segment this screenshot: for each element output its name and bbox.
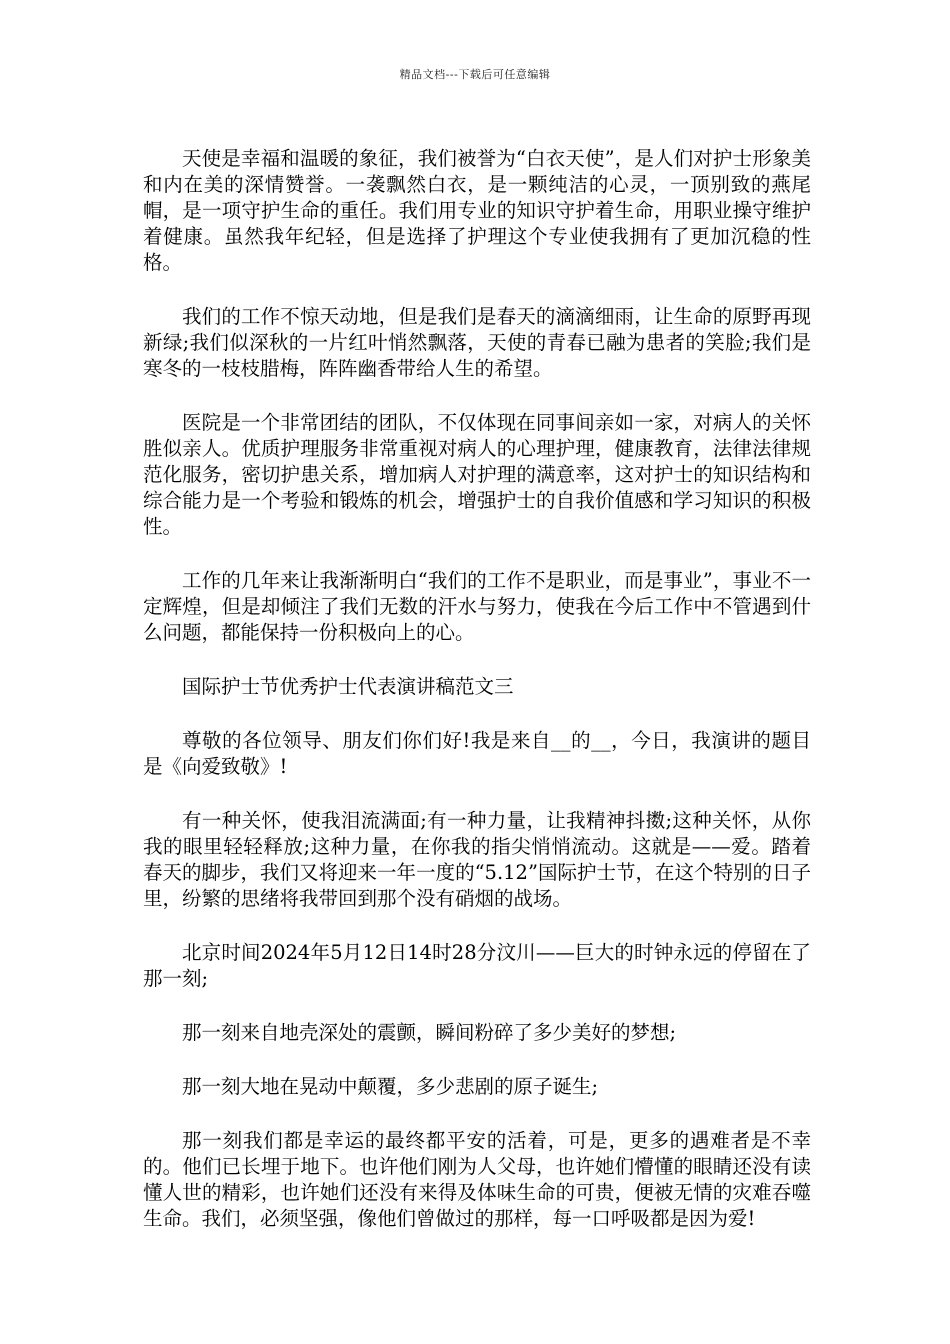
paragraph: 有一种关怀，使我泪流满面;有一种力量，让我精神抖擞;这种关怀，从你我的眼里轻轻释放;这种力量，在你我的指尖悄悄流动。这就是——爱。踏着春天的脚步，我们又将迎来一年一度的“5.12”国际护士节，在这个特别的日子里，纷繁的思绪将我带回到那个没有硝烟的战场。 <box>143 809 811 910</box>
document-body <box>143 146 811 1260</box>
paragraph: 那一刻我们都是幸运的最终都平安的活着，可是，更多的遇难者是不幸的。他们已长埋于地下。也许他们刚为人父母，也许她们懵懂的眼睛还没有读懂人世的精彩，也许她们还没有来得及体味生命的可贵，便被无情的灾难吞噬生命。我们，必须坚强，像他们曾做过的那样，每一口呼吸都是因为爱! <box>143 1129 811 1230</box>
paragraph: 工作的几年来让我渐渐明白“我们的工作不是职业，而是事业”，事业不一定辉煌，但是却倾注了我们无数的汗水与努力，使我在今后工作中不管遇到什么问题，都能保持一份积极向上的心。 <box>143 569 811 644</box>
section-title: 国际护士节优秀护士代表演讲稿范文三 <box>182 675 514 698</box>
paragraph: 那一刻大地在晃动中颠覆，多少悲剧的原子诞生; <box>182 1075 599 1098</box>
paragraph: 天使是幸福和温暖的象征，我们被誉为“白衣天使”，是人们对护士形象美和内在美的深情赞誉。一袭飘然白衣，是一颗纯洁的心灵，一顶别致的燕尾帽，是一项守护生命的重任。我们用专业的知识守护着生命，用职业操守维护着健康。虽然我年纪轻，但是选择了护理这个专业使我拥有了更加沉稳的性格。 <box>143 147 811 274</box>
paragraph: 我们的工作不惊天动地，但是我们是春天的滴滴细雨，让生命的原野再现新绿;我们似深秋的一片红叶悄然飘落，天使的青春已融为患者的笑脸;我们是寒冬的一枝枝腊梅，阵阵幽香带给人生的希望。 <box>143 305 811 380</box>
paragraph: 那一刻来自地壳深处的震颤，瞬间粉碎了多少美好的梦想; <box>182 1021 677 1044</box>
paragraph: 尊敬的各位领导、朋友们你们好!我是来自__的__，今日，我演讲的题目是《向爱致敬》! <box>143 729 811 778</box>
page-header: 精品文档---下载后可任意编辑 <box>399 68 551 81</box>
paragraph: 北京时间2024年5月12日14时28分汶川——巨大的时钟永远的停留在了那一刻; <box>143 941 811 990</box>
paragraph: 医院是一个非常团结的团队，不仅体现在同事间亲如一家，对病人的关怀胜似亲人。优质护理服务非常重视对病人的心理护理，健康教育，法律法律规范化服务，密切护患关系，增加病人对护理的满意率，这对护士的知识结构和综合能力是一个考验和锻炼的机会，增强护士的自我价值感和学习知识的积极性。 <box>143 411 811 538</box>
